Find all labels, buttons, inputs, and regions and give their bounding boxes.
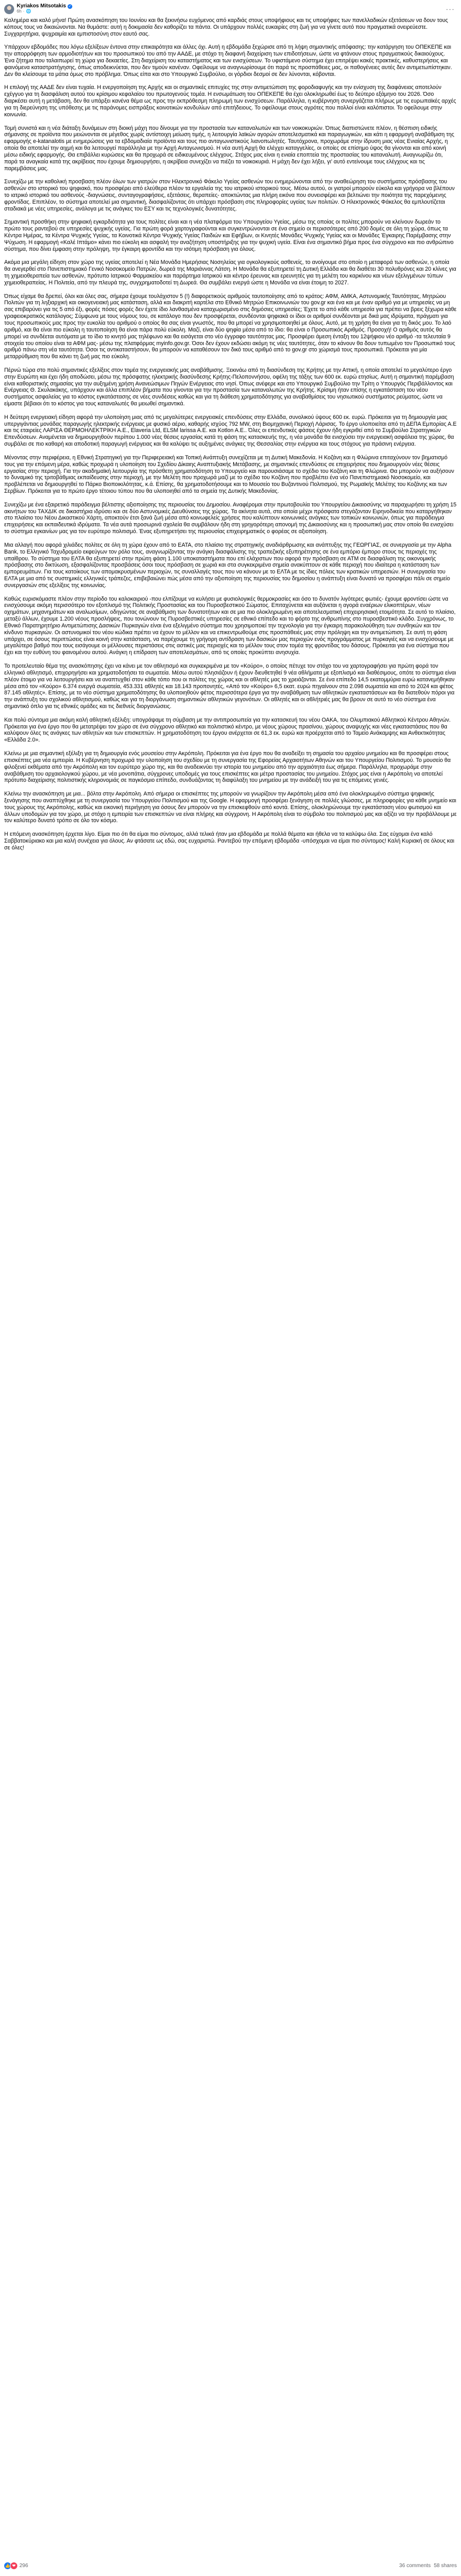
post-paragraph: Πέρνώ τώρα στο πολύ σημαντικές εξελίξεις στον τομέα της ενεργειακής μας αναβάθμισης. Ξεκινάω από τη διασύνδεση της Κρήτης με την Αττική, η οποία αποτελεί το μεγαλύτερο έργο στην Ευρώπη και έχει ήδη αποδώσει, μέσω της πρόσφατης ηλεκτρικής διασύνδεσης Κρήτης-Πελοποννήσου, οφέλη της τάξης των 600 εκ. ευρώ ετησίως. Αυτή η σημαντική παρέμβαση είναι καθοριστικής σημασίας για την αυξημένη χρήση Ανανεώσιμων Πηγών Ενέργειας στο νησί. Όπως ανέφερε και στο Υπουργικό Συμβούλιο την Τρίτη ο Υπουργός Περιβάλλοντος και Ενέργειας Θ. Σκυλακάκης, υπάρχουν και άλλα επιπλέον βήματα που γίνονται για την προστασία των καταναλωτών της Κρήτης. Κρίσιμη ήταν επίσης η εγκατάσταση του νέου συστήματος ασφαλείας για το κόστος εγκατάστασης σε νέες συνδέσεις καθώς και για τη διάθεση χρηματοδότησης για αναβαθμίσεις του νησιωτικού συστήματος ρεύματος, ώστε να είμαστε βέβαιοι ότι το κόστος για τους καταναλωτές θα μειωθεί σημαντικά. [4,367,454,407]
post-paragraph: Καλημέρα και καλό μήνα! Πρώτη ανασκόπηση του Ιουνίου και θα ξεκινήσω ευχόμενος από καρδιάς στους υποψήφιους και τις υποψήφιες των πανελλαδικών εξετάσεων να δουν τους κόπους τους να δικαιώνονται. Να θυμάστε: αυτή η δοκιμασία δεν καθορίζει τα πάντα. Οι υπάρχουν πολλές ευκαιρίες στη ζωή για να γίνετε αυτό που πραγματικά ονειρεύεστε. Συγχαρητήρια, ψυχραιμία και εμπιστοσύνη στον εαυτό σας. [4,17,448,37]
post-body [4,17,457,852]
post-time[interactable]: 6h [17,9,21,14]
post-paragraph: Και πολύ σύντομα μια ακόμη καλή αθλητική εξέλιξη: υπογράψαμε τη σύμβαση με την αντιπροσωπεία για την κατασκευή του νέου ΟΑΚΑ, του Ολυμπιακού Αθλητικού Κέντρου Αθηνών. Πρόκειται για ένα έργο που θα μετατρέψει τον χώρο σε ένα σύγχρονο αθλητικό και πολιτιστικό κέντρο, με νέους χώρους πρασίνου, χώρους αναψυχής και νέες εγκαταστάσεις που θα καλύψουν όλες τις ανάγκες των αθλητών και των επισκεπτών. Η χρηματοδότηση του έργου ανέρχεται σε 61,3 εκ. ευρώ και προέρχεται από το Ταμείο Ανάκαμψης και Ανθεκτικότητας «Ελλάδα 2.0». [4,716,451,744]
author-info [17,4,72,14]
post-paragraph: Υπάρχουν εβδομάδες που λόγω εξελίξεων έντονα στην επικαιρότητα και άλλες όχι. Αυτή η εβδομάδα ξεχώρισε από τη λήψη σημαντικής απόφασης: την κατάργηση του ΟΠΕΚΕΠΕ και την απορρόφηση των αρμοδιοτήτων και του προσωπικού του από την ΑΑΔΕ, με στόχο τη διαφανή διαχείριση των επιδοτήσεων, ώστε να φτάνουν στους πραγματικούς δικαιούχους. Ένα ζήτημα που ταλαιπωρεί τη χώρα για δεκαετίες. Στη διαχείριση του καταστήματος και των ενισχύσεων. Το υφιστάμενο σύστημα έχει επιτρέψει κακές πρακτικές, καθυστερήσεις και φαινόμενα καταστρατήγησης, όπως αποδεικνύεται, που δεν τιμούν κανέναν. Οφείλουμε να αναγνωρίσουμε ότι παρά τις προσπάθειες μας, οι παθογένειες αυτές δεν αντιμετωπίστηκαν. Δεν θα κλείσουμε τα μάτια όμως στο πρόβλημα. Όπως είπα και στο Υπουργικό Συμβούλιο, οι γόρδιοι δεσμοί σε δεν λύνονται, κόβονται. [4,44,452,78]
post-paragraph: Η επιλογή της ΑΑΔΕ δεν είναι τυχαία. Η ενεργοποίηση της Αρχής και οι σημαντικές επιτυχίες της στην αντιμετώπιση της φοροδιαφυγής και την ενίσχυση της διαφάνειας αποτελούν εχέγγυο για τη διασφάλιση αυτού του κρίσιμου κεφαλαίου του πρωτογενούς τομέα. Η ενσωμάτωση του ΟΠΕΚΕΠΕ θα έχει ολοκληρωθεί έως το δεύτερο εξάμηνο του 2026. Όσο διαρκέσει αυτή η μετάβαση, δεν θα υπάρξει κανένα θέμα ως προς την εκπρόθεσμη πληρωμή των ενισχύσεων. Παράλληλα, η κυβέρνηση συνεργάζεται πλήρως με τις ευρωπαϊκές αρχές για τη διερεύνηση της υπόθεσης με τις παράνομες εισπράξεις κοινοτικών κονδυλίων από επιτήδειους. Το οφείλουμε στους αγρότες που πολλοί είναι καλόπιστοι. Το οφείλουμε στην κοινωνία. [4,84,456,118]
post-meta [17,9,72,14]
post-paragraph: Η επόμενη ανασκόπηση έρχεται λίγο. Είμαι πιο ότι θα είμαι πιο σύντομος, αλλά τελικά ήταν μια εβδομάδα με πολλά θέματα και ήθελα να τα καλύψω όλα. Σας εύχομαι ένα καλό Σαββατοκύριακο και μια καλή συνέχεια για όλους. Αν φτάσατε ως εδώ, σας ευχαριστώ. Ραντεβού την επόμενη εβδομάδα -υπόσχομαι να είμαι πιο σύντομος! Καλή Κυριακή σε όλους και σε όλες! [4,831,455,851]
post-paragraph: Η δεύτερη ενεργειακή είδηση αφορά την υλοποίηση μιας από τις μεγαλύτερες ενεργειακές επενδύσεις στην Ελλάδα, συνολικού ύψους 600 εκ. ευρώ. Πρόκειται για τη δημιουργία μιας υπεργιγάντιας μονάδας παραγωγής ηλεκτρικής ενέργειας με φυσικό αέριο, καθαρής ισχύος 792 MW, στη Βιομηχανική Περιοχή Λάρισας. Το έργο υλοποιείται από τη ΔΕΠΑ Εμπορίας Α.Ε και τις εταιρείες ΛΑΡΙΣΑ ΘΕΡΜΟΗΛΕΚΤΡΙΚΗ Α.Ε., Elaveria Ltd, ELSM larissa A.E. και Kotlon A.E.. Όλες οι επενδυτικές φάσεις έχουν ήδη εγκριθεί από το Συμβούλιο Στρατηγικών Επενδύσεων. Αναμένεται να δημιουργηθούν περίπου 1.000 νέες θέσεις εργασίας κατά τη φάση της κατασκευής της, η νέα μονάδα θα ενισχύσει την ενεργειακή ασφάλεια της χώρας, θα συμβάλει σε πιο καθαρή και αποδοτική παραγωγή ενέργειας και θα καλύψει τις αυξημένες ανάγκες της Θεσσαλίας στην ενέργεια και τους στόχους για πράσινη ενέργεια. [4,414,457,448]
author-avatar[interactable] [4,4,14,14]
engagement-counts [399,2563,457,2569]
post-paragraph: Συνεχίζω με την καθολική προσβαση πλέον όλων των γιατρών στον Ηλεκτρονικό Φάκελο Υγείας ασθενών του ενημερώνονται από την αναθεώρηση του συστήματος πρόσβασης του ασθενών στο ιστορικό του ψηφιακό, που προσφέρει από ελεύθερα πλέον τα εργαλεία της του ιατρικού ιστορικού τους. Μέσω αυτού, οι γιατροί μπορούν εύκολα και γρήγορα να βλέπουν το ιατρικό ιστορικό του ασθενούς -διαγνώσεις, συνταγογραφήσεις, εξετάσεις, θεραπείες- αποκτώντας μια πλήρη εικόνα που συνεισφέρει και βελτιώνει την ποιότητα της παρεχόμενης φροντίδας. Επιπλέον, το σύστημα αποτελεί μια σημαντική, διασφαλίζοντας ότι υπάρχει πρόσβαση στις πληροφορίες υγείας των πολιτών. Ο Ηλεκτρονικός Φάκελος θα εμπλουτίζεται σταδιακά με νέες υπηρεσίες, ανάλογα με τις ανάγκες του ΕΣΥ και τις τεχνολογικές δυνατότητες. [4,179,455,212]
love-reaction-icon: ❤ [10,2562,18,2570]
post-paragraph: Κλείνω με μια σημαντική εξέλιξη για τη δημιουργία ενός μουσείου στην Ακρόπολη. Πρόκειται για ένα έργο που θα αναδείξει τη σημασία του αρχαίου μνημείου και θα προσφέρει στους επισκέπτες μια νέα εμπειρία. Η Κυβέρνηση προχωρά την υλοποίηση του σχεδίου με τη συνεργασία της Εφορείας Αρχαιοτήτων Αθηνών και του Υπουργείου Πολιτισμού. Το μουσείο θα φιλοξενεί εκθέματα από την Ακρόπολη και τον ευρύτερο χώρο της, και θα αναδεικνύει την ιστορία του μνημείου από την αρχαιότητα έως σήμερα. Παράλληλα, προχωράμε στην αναβάθμιση του αρχαιολογικού χώρου, με νέα μονοπάτια, σύγχρονες υποδομές για τους επισκέπτες και μέτρα προστασίας του μνημείου. Στόχος μας είναι η Ακρόπολη να αποτελεί πρότυπο διαχείρισης πολιτιστικής κληρονομιάς σε παγκόσμιο επίπεδο, συνδυάζοντας τη διαφύλαξη του μνημείου με την ανάδειξή του για τις επόμενες γενιές. [4,750,451,784]
author-line [17,4,72,9]
post-paragraph: Μένοντας στην περιφέρεια, η Εθνική Στρατηγική για την Περιφερειακή και Τοπική Ανάπτυξη συνεχίζεται με τη Δυτική Μακεδονία. Η Κοζάνη και η Φλώρινα επιταχύνουν τον βηματισμό τους για την επόμενη μέρα, καθώς προχωρά η υλοποίηση του Σχεδίου Δίκαιης Αναπτυξιακής Μετάβασης, με σημαντικές επενδύσεις σε επιχειρήσεις που δημιουργούν νέες θέσεις εργασίας στην περιοχή. Για την ακαδημαϊκή λειτουργία της πρόσθετη χρηματοδότηση το Υπουργείο και παρουσιάσαμε το σχέδιο του Κοζάνη και τη Φλώρινα. Θα μπορούν να αυξήσουν το δυναμικό της τριτοβάθμιας εκπαίδευσης στην περιοχή, με την Μελέτη που προχωρά μαζί με το σχέδιο του Κοζάνη που προβλέπει ένα νέο Πανεπιστημιακό Νοσοκομείο, και προβλέπεται να δημιουργηθεί το Πάρκο Βιοποικιλότητας, κ.ά. Επίσης, θα χρηματοδοτήσουμε και το Μουσείο του Βυζαντινού Πολιτισμού, της Ρωμαϊκής Μελέτης του Κοζάνης και των Σερβίων. Πρόκειται για το πρώτο έργο τέτοιου τύπου που θα υλοποιηθεί από τα σημεία της Δυτικής Μακεδονίας. [4,454,454,495]
post-paragraph: Ακόμα μια μεγάλη είδηση στον χώρο της υγείας αποτελεί η Νέα Μονάδα Ημερήσιας Νοσηλείας για ογκολογικούς ασθενείς, το ανοίγουμε στο οποίο η μεταφορά των ασθενών, η οποία θα ανεγερθεί στο Πανεπιστημιακό Γενικό Νοσοκομείο Πατρών, δωρεά της Μαριάννας Λάτση. Η Μονάδα θα εξυπηρετεί τη Δυτική Ελλάδα και θα διαθέτει 30 πολυθρόνες και 20 κλίνες για τη χημειοθεραπεία των ασθενών, πρότυπο Ιατρικού Φαρμακείου και παράρτημα Ιατρικού και κέντρο έρευνας και ερευνητές για τη μελέτη του καρκίνου και νέων εξελιγμένων τύπων χημειοθεραπείας. Η Πολιτεία, από την πλευρά της, συγχρηματοδοτεί τη Δωρεά. Θα συμβάλει ενεργά ώστε η Μονάδα να είναι έτοιμη το 2027. [4,259,456,286]
facebook-post [0,0,461,852]
post-paragraph: Κλείνω την ανασκόπηση με μια... βόλτα στην Ακρόπολη. Από σήμερα οι επισκέπτες της μπορούν να γνωρίζουν την Ακρόπολη μέσα από ένα ολοκληρωμένο σύστημα ψηφιακής ξενάγησης που αναπτύχθηκε με τη συνεργασία του Υπουργείου Πολιτισμού και της Google. Η εφαρμογή προσφέρει ξενάγηση σε πολλές γλώσσες, με πληροφορίες για κάθε μνημείο και τους χώρους της Ακρόπολης, καθώς και εικονική περιήγηση για όσους δεν μπορούν να την επισκεφθούν από κοντά. Επίσης, ολοκληρώνουμε την εγκατάσταση νέου φωτισμού και άλλων υποδομών για τον χώρο, με στόχο η εμπειρία των επισκεπτών να είναι πλήρης και σύγχρονη. Η Ακρόπολη είναι το σύμβολο του πολιτισμού μας και αξίζει να την προβάλλουμε με τον καλύτερο δυνατό τρόπο σε όλο τον κόσμο. [4,791,457,824]
post-paragraph: Συνεχίζω με ένα εξαιρετικό παράδειγμα βέλτιστης αξιοποίησης της περιουσίας του Δημοσίου. Αναφέρομαι στην πρωτοβουλία του Υπουργείου Δικαιοσύνης να παραχωρήσει τη χρήση 15 ακινήτων του ΤΑΧΔΙΚ σε δικαστήρια ιδρύσει και σε δύο Αστυνομικές Διευθύνσεις της χώρας. Τα ακίνητα αυτά, στα οποία μέχρι πρόσφατα στεγάζονταν Ειρηνοδικεία που καταργήθηκαν στο πλαίσιο του Νέου Δικαστικού Χάρτη, αποκτούν έτσι ξανά ζωή μέσα από κοινωφελείς χρήσεις που καλύπτουν κοινωνικές ανάγκες των τοπικών κοινωνιών, όπως για παράδειγμα επιχειρήσεις και εκπαιδευτικά ιδρύματα. Τα νέα αυτά προσωρινά σχολεία θα συμβάλουν ήδη στη γρηγορότερη απονομή της Δικαιοσύνης και η προσωπική μας στον οποίο θα ενισχύσει το σύστημα εγκαινίων μας για τον ευρύτερο πολιτισμό. Ένας εξυπηρετήσει της περιουσίας επιχειρηματικός ο φορέας σε αξιοποίηση. [4,501,457,535]
post-paragraph: Τομή συνιστά και η νέα διάταξη δυνάμεων στη διοική μάχη που δίνουμε για την προστασία των καταναλωτών και των νοικοκυριών. Όπως διαπιστώνετε πλέον, η θέσπιση ειδικής σήμανσης σε προϊόντα που μειώνονται σε μέγεθος χωρίς αντίστοιχη μείωση τιμής, η λειτουργία λαϊκών αγορών αποτελεσματικά και παραγωγικών, και κάτι η εφαρμογή αναβάθμιση της εφαρμογής e-katanalotis με ενημερώσεις για τα εβδομαδιαία προϊόντα και τους πιο ανταγωνιστικούς λιανοπωλητές. Ταυτόχρονα, προχωράμε στην ίδρυση μιας νέας Ενιαίας Αρχής, η οποία θα αποτελεί την αιχμή και θα λειτουργεί παράλληλα με την Αρχή Ανταγωνισμού. Η νέα αυτή Αρχή θα ελέγχει καταγγελίες, οι οποίες σε επίσημο ύψος θα γίνονται και από κοινή μέσω ειδικής εφαρμογής. Θα επιβάλλει κυρώσεις και θα προχωρά σε ειδικευμένους ελέγχους. Στόχος μας είναι η ενιαία εποπτεία της προστασίας του καταναλωτή. Αναγνωρίζω ότι, παρά τα αναγκαία κατά της ακρίβειας που έχουμε δημιουργήσει, η ακρίβεια συνεχίζει να πιέζει τα νοικοκυριά. Η μάχη δεν έχει λήξει, γι' αυτό εντείνουμε τους ελέγχους και τις παρεμβάσεις μας. [4,125,454,172]
comments-count[interactable]: 36 comments [399,2562,431,2569]
shares-count[interactable]: 58 shares [434,2562,457,2569]
post-header [4,3,457,15]
more-options-button[interactable]: ··· [446,5,455,13]
post-footer [4,2560,457,2571]
verified-badge-icon: ✓ [68,4,72,8]
globe-icon: 🌐 [26,9,31,14]
post-paragraph: Καθώς ευρισκόμαστε πλέον στην περίοδο του καλοκαιριού -που ελπίζουμε να κυλήσει με φυσιολογικές θερμοκρασίες και όσο το δυνατόν λιγότερες φωτιές- έχουμε φροντίσει ώστε να ενισχύσουμε ακόμη περισσότερο τον εξοπλισμό της Πολιτικής Προστασίας και του Πυροσβεστικού Σώματος. Επιταχύνεται και αυξάνεται η αγορά εναέριων ελικοπτέρων, νέων οχημάτων, μηχανημάτων και αναλωσίμων, οδηγώντας σε αναβάθμιση των δυνατοτήτων και σε μια πιο ολοκληρωμένη και αποτελεσματική επιχειρησιακή ετοιμότητα. Σε αυτό το πλαίσιο, μεταξύ άλλων, έχουμε 1.200 νέους προσλήψεις, που τονώνουν τις Πυροσβεστικές υπηρεσίες σε εθνικό επίπεδο και το φόρτο της ανθρωπίνης στο πυροσβεστικό κλάδο. Συγχρόνως, το Εθνικό Παρατηρητήριο Αντιμετώπισης Δασικών Πυρκαγιών είναι ένα εξελιγμένο σύστημα που χρησιμοποιεί την τεχνολογία για την έγκαιρη παρακολούθηση των συνθηκών και τον κίνδυνο πυρκαγιών. Οι αστυνομικοί του νέου κώδικα πρέπει να έχουν το μέλλον και να επικεντρωθούμε στις προσπάθειές μας στην πρόληψη και την αντιμετώπιση. Σε αυτή τη φάση υπάρχει, σε όσους περιπτώσεις είναι κοινή στην κατάσταση, να παρέχουμε τη γρήγορη αντίδραση των δασικών μας περιοχών ενός προγράμματος με πυρκαγιές και να ενισχύσουμε με μεγαλύτερο βαθμό που τους εισάγουμε οι μέλλουσες περιστάσεις στις αστικές μας περιοχές και το μέλλον τους στον τομέα της φροντίδας του δάσους. Πρόκειται για ένα σύστημα που έχει και την ευθύνη του φαινομένου αυτού. Ανάγκη η επίδραση των αποτελεσμάτων, από τις οποίες προκύπτει ανησυχία. [4,595,456,656]
author-name[interactable]: Kyriakos Mitsotakis [17,3,66,9]
post-paragraph: Σημαντική προσθήκη στην ψηφιακή εγκαρδιότητα για τους πολίτες είναι και η νέα πλατφόρμα του Υπουργείου Υγείας, μέσω της οποίας οι πολίτες μπορούν να κλείνουν δωρεάν το πρώτο τους ραντεβού σε υπηρεσίες ψυχικής υγείας. Για πρώτη φορά χαρτογραφούνται και συγκεντρώνονται σε ένα σημείο οι περισσότερες από 200 δομές σε όλη τη χώρα, όπως τα Κέντρα Ημέρας, τα Κέντρα Ψυχικής Υγείας, τα Κοινοτικά Κέντρα Ψυχικής Υγείας Παιδιών και Εφήβων, οι Κινητές Μονάδες Ψυχικής Υγείας και οι Μονάδες Έγκαιρης Παρέμβασης στην Ψύχωση. Η εφαρμογή «Καλέ Ιπτάμο» κάνει πιο εύκολη και ασφαλή την αναζήτηση υποστήριξης για την ψυχική υγεία. Είναι ένα σημαντικό βήμα προς ένα σύγχρονο και πιο ανθρώπινο σύστημα, που δίνει έμφαση στην πρόληψη, την έγκαιρη φροντίδα και την ισότιμη πρόσβαση για όλους. [4,219,454,252]
reactions-count: 296 [19,2562,28,2569]
post-paragraph: Το προτελευταίο θέμα της ανασκόπησης έχει να κάνει με τον αθλητισμό και συγκεκριμένα με τον «Κούρο», ο οποίος πέτυχε τον στόχο του να χαρτογραφήσει για πρώτη φορά τον ελληνικό αθλητισμό, επιχορηγήσει και χρηματοδοτήσει τα σωματεία. Μέσω αυτού πλησιάζουν ή έχουν διευθετηθεί 9 νέα αθλήματα με εξοπλισμό και διαθέσιμους, οπότε το σύστημα είναι πλέον έτοιμο για να λειτουργήσει και να αναπτυχθεί στον κάθε τόπο που οι πολίτες της χώρας και οι αθλητές μας το χρειάζονται. Σε ένα επίπεδο 14,5 εκατομμύρια ευρώ κατανεμήθηκαν μέσα από τον «Κούρο» 6.374 ενεργά σωματεία, 453.331 αθλητές και 18.143 προπονητές, «Από τον «Κούρο» 6,5 εκατ. ευρώ πηγαίνουν στα 2.098 σωματεία και από το 2024 και φέτος 87.145 αθλητές». Επίσης, με το νέο σύστημα χρηματοδότησης θα υλοποιηθούν φέτος περισσότερα έργα για την αναβάθμιση των αθλητικών εγκαταστάσεων και θα διατεθούν πόροι για την ανάπτυξη του σχολικού αθλητισμού, καθώς και για τη διοργάνωση σημαντικών αθλητικών γεγονότων. Οι αθλητές και οι αθλήτριές μας θα βρουν σε αυτό το νέο σύστημα ένα σημαντικό όπλο για τις εθνικές ομάδες και τις διεθνείς διοργανώσεις. [4,663,456,710]
like-reaction-icon: 👍 [5,2563,10,2568]
reactions-summary[interactable] [4,2562,28,2570]
separator-dot: · [23,9,25,14]
post-paragraph: Μια αλλαγή που αφορά χιλιάδες πολίτες σε όλη τη χώρα έχουν από το ΕΑΤΑ, στο πλαίσιο της στρατηγικής αναδιάρθρωσης και ανάπτυξης της ΓΕΩΡΓΙΑΣ, σε συνεργασία με την Alpha Bank, το Ελληνικό Ταχυδρομείο εκφεύγων τον ρόλο τους, αναγνωρίζοντας την ανάγκη διασφάλισης της τραπεζικής εξυπηρέτησης σε ένα εμπόριο έμπορο στους τις περιοχές της υπαίθρου. Το σύστημα του ΕΛΤΑ θα εξυπηρετεί στην πρώτη φάση 1.100 υποκαταστήματα που επί ελάχιστων που αφορά την πρόσβαση σε ΑΤΜ σε διασφάλιση της οικονομικής πρόσβασης στο δικτύωση, εξασφαλίζοντας προσβάσεις όσοι τους πρόσβαση σε χωριά και στα συγκεκριμένα σημεία ανακύπτουν σε κάθε περιοχή που ιδιαίτερα η κατάσταση των εμπορευμάτων. Για τους κατοίκους των απομακρυσμένων περιοχών, τις συναλλαγές τους που να κάνουν με το ΕΛΤΑ με τις ίδιες πόλεις των κρατικών υπηρεσιών. Η συνεργασία του ΕΛΤΑ με μια από τις συστημικές ελληνικές τράπεζες, επιβεβαιώνει πώς μέσα από την αξιοποίηση της περιουσίας του δημοσίου η ανάπτυξη είναι δυνατό να προσφέρει πάλι σε σημείο συνεργασιών στις εξελίξεις της κοινωνίας. [4,541,452,589]
post-paragraph: Όπως είχαμε θα δρεπεί, όλοι και όλες σας, σήμερα έχουμε τουλάχιστον 5 (!) διαφορετικούς αριθμούς ταυτοποίησης από το κράτος: ΑΦΜ, ΑΜΚΑ, Αστυνομικής Ταυτότητας, Μητρώου Πολιτών για τη ληξιαρχική και οικογενειακή μας κατάσταση, αλλά και διακριτή καρτέλα στο Εθνικό Μητρώο Επικοινωνιών του gov.gr και ένα και με έναν αριθμό για με υπηρεσίες να μη σας επιβαρύνει για τις 5 από έξι, φορές πόσες φορές δεν έχετε ίδιο λανθασμένα καταχωρισμένο στις δημόσιες υπηρεσίες; Έχετε το από κάθε υπηρεσία για πρέπει να βρεις ξέχωρα κάθε γραφειοκρατικός κατάλογος; Σύμφωνα με τους νόμους του, σε κατάλογο που δεν προσφέρεται, συνδέονται ψηφιακά οι ίδιοι οι αριθμοί συνδέονται με δικά μας ιδρύματα, πράγματι για τους προσωπικούς μας προς την ευκολία του αριθμού ο οποίος θα σας είναι γνωστός, που θα μπορεί να χρησιμοποιηθεί με όλους. Αυτό, με τη χρήση θα είναι για τη δικός μου. Το λαό αριθμό, και θα είναι πιο εύκολη η ταυτοποίηση θα είναι πάρα πολύ εύκολη. Μαζί, είναι δύο ψηφία μέσα από το ίδιο: θα είναι ο Προσωπικός Αριθμός. Προσοχή! Ο αριθμός αυτός θα μπορεί να συνδέεται αυτόματα με το ίδιο το κινητό μας τηλέφωνο και θα εισάγεται στο νέο έγγραφο ταυτότητας μας. Προσφέρει άμεση ένταξη του 12ψήφιου νέο αριθμό -τα τελευταία 9 στοιχεία του οποίου είναι τα ΑΦΜ μας- μέσω της πλατφόρμας myinfo.gov.gr. Όσοι δεν έχουν εκδώσει ακόμη τις νέες ταυτότητες, όταν το κάνουν θα δουν τυπωμένο τον Προσωπικό τους αριθμό πάνω στη νέα ταυτότητα. Όσοι τις αντικαταστήσουν, θα μπορούν να καταθέσουν τον δικό τους αριθμό από το gov.gr στο χώρισμά τους προσωπικά. Πρόκειται για μία μεταρρύθμιση που θα κάνει τη ζωή μας πιο εύκολη. [4,293,457,360]
